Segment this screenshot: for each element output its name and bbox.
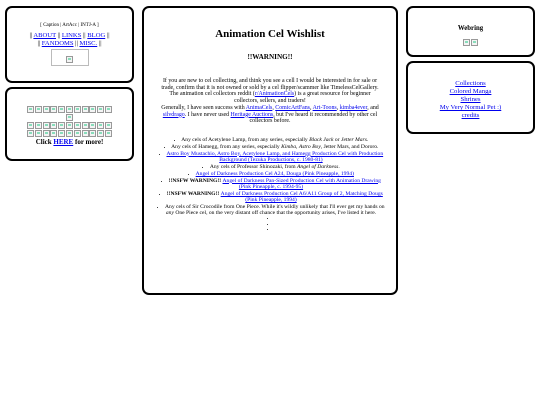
- stamp-row: [7, 113, 132, 121]
- art-toons-link[interactable]: Art-Toons: [312, 104, 337, 111]
- stamp-image-icon: [66, 130, 73, 137]
- stamp-image-icon: [74, 122, 81, 129]
- stamp-image-icon: [27, 106, 34, 113]
- click-suffix: for more!: [73, 138, 104, 146]
- stamp-image-icon: [97, 106, 104, 113]
- item-em: Angel of Darkness: [297, 163, 339, 170]
- animacels-link[interactable]: AnimaCels: [245, 104, 273, 111]
- empty-bullet-list: [144, 217, 396, 234]
- item-em: Kimba: [281, 143, 297, 150]
- collections-link[interactable]: Collections: [455, 80, 486, 87]
- nav-links: || ABOUT || LINKS || BLOG || || FANDOMS || MISC. ||: [29, 32, 110, 47]
- item-text: Any cels of Acetylene Lamp, from any series, especially: [181, 136, 310, 143]
- stamp-row: [7, 129, 132, 137]
- right-links-box: [406, 61, 535, 134]
- stamp-image-icon: [43, 122, 50, 129]
- stamp-image-icon: [58, 130, 65, 137]
- stamp-image-icon: [74, 106, 81, 113]
- item-em2: Astro Boy: [298, 143, 321, 150]
- nav-header: [ Caption | ArtAcc | INTJ-A ]: [40, 23, 99, 28]
- stamp-image-icon: [35, 130, 42, 137]
- item-mid: or: [333, 136, 341, 143]
- cel-link[interactable]: Angel of Darkness Production Cel A6/A11 Group of 2, Matching Dougs (Pink Pineapple, 1994): [220, 190, 383, 204]
- stamp-image-icon: [66, 122, 73, 129]
- nav-link-links[interactable]: LINKS: [61, 32, 82, 39]
- item-em2: Jetter Mars: [340, 136, 367, 143]
- item-end: .: [366, 136, 369, 143]
- intro-p2-end: , but I've heard it recommended by other cel collectors before.: [249, 111, 378, 125]
- list-item: [156, 137, 386, 143]
- stamp-image-icon: [66, 114, 73, 121]
- list-item: [156, 144, 386, 150]
- webring-next-image-icon[interactable]: [471, 39, 478, 46]
- empty-list-item: [144, 228, 396, 234]
- page-title: Animation Cel Wishlist: [215, 28, 325, 40]
- stamp-image-icon: [74, 130, 81, 137]
- cel-link[interactable]: Astro Boy Mustachio, Astro Boy, Acetylene Lamp, and Hamegg Production Cel with Production Background (Tezuka Productions, c. 1980-81): [166, 150, 384, 163]
- nsfw-warning: !!NSFW WARNING!!: [168, 177, 223, 184]
- list-item: [156, 178, 386, 191]
- item-end: One Piece cel, on the very distant off chance that the opportunity arises, I've listed it here.: [173, 210, 377, 217]
- cel-link[interactable]: Angel of Darkness Production Cel A24, Douga (Pink Pineapple, 1994): [195, 170, 354, 177]
- stamp-image-icon: [27, 130, 34, 137]
- left-nav-box: [5, 6, 134, 83]
- list-item: [156, 204, 386, 217]
- webring-buttons: [408, 33, 533, 51]
- item-end: .: [338, 163, 340, 170]
- stamp-image-icon: [43, 130, 50, 137]
- stamp-image-icon: [105, 106, 112, 113]
- click-more-text: [7, 138, 132, 147]
- item-text: Any cels of Sir Crocodile from One Piece. While it's wildly unlikely that I'll ever get my hands on: [165, 204, 385, 211]
- stamp-row: [7, 105, 132, 113]
- click-prefix: Click: [35, 138, 54, 146]
- stamp-image-icon: [66, 106, 73, 113]
- banner-image-placeholder: [51, 49, 89, 66]
- broken-image-icon: [66, 56, 73, 63]
- item-text: Any cels of Hamegg, from any series, especially: [171, 143, 282, 150]
- nav-link-fandoms[interactable]: FANDOMS: [41, 40, 74, 47]
- stamp-image-icon: [105, 130, 112, 137]
- list-item: [156, 191, 386, 204]
- stamp-image-icon: [89, 122, 96, 129]
- stamp-image-icon: [82, 106, 89, 113]
- stamp-row: [7, 121, 132, 129]
- stamp-image-icon: [35, 122, 42, 129]
- item-end: , Jetter Mars, and Dororo.: [320, 143, 379, 150]
- nav-link-about[interactable]: ABOUT: [33, 32, 56, 39]
- intro-text: If you are new to cel collecting, and think you see a cell I would be interested in for sale or trade, confirm that it is not owned or sold by a cel flipper/scammer like TimelessCelGallery. The animation cel collectors reddit (r/AnimationCels) is a great resource for beginner collectors, sellers, and traders! Generally, I have seen success with AnimaCels, ComicArtFans, Art-Toons, kimba4ever, and silvdrago. I have never used Heritage Auctions, but I've heard it recommended by other cel collectors before.: [161, 78, 379, 125]
- list-item: [156, 151, 386, 164]
- right-links: [408, 80, 533, 120]
- webring-prev-image-icon[interactable]: [463, 39, 470, 46]
- stamp-grid: [7, 105, 132, 137]
- stamp-image-icon: [43, 106, 50, 113]
- stamp-image-icon: [82, 122, 89, 129]
- credits-link[interactable]: credits: [461, 112, 480, 119]
- webring-box: [406, 6, 535, 57]
- comicartfans-link[interactable]: ComicArtFans: [275, 104, 310, 111]
- shrines-link[interactable]: Shrines: [460, 96, 481, 103]
- stamp-image-icon: [97, 122, 104, 129]
- silvdrago-link[interactable]: silvdrago: [162, 111, 185, 118]
- here-link[interactable]: HERE: [53, 138, 74, 146]
- pet-link[interactable]: My Very Normal Pet :): [439, 104, 502, 111]
- colored-manga-link[interactable]: Colored Manga: [449, 88, 492, 95]
- stamp-image-icon: [50, 106, 57, 113]
- stamps-box: [5, 87, 134, 161]
- kimba4ever-link[interactable]: kimba4ever: [339, 104, 368, 111]
- stamp-image-icon: [50, 130, 57, 137]
- stamp-image-icon: [82, 130, 89, 137]
- intro-p1a: If you are new to cel collecting, and think you see a cell I would be interested in for sale or trade, confirm that it is not owned or sold by a cel flipper/scammer like TimelessCelGallery. The animation cel collectors reddit (: [161, 78, 379, 98]
- stamp-image-icon: [58, 122, 65, 129]
- stamp-image-icon: [27, 122, 34, 129]
- stamp-image-icon: [97, 130, 104, 137]
- stamp-image-icon: [58, 106, 65, 113]
- stamp-image-icon: [50, 122, 57, 129]
- stamp-image-icon: [89, 106, 96, 113]
- stamp-image-icon: [89, 130, 96, 137]
- reddit-link[interactable]: r/AnimationCels: [254, 91, 295, 98]
- item-em: Black Jack: [309, 136, 334, 143]
- heritage-link[interactable]: Heritage Auctions: [230, 111, 274, 118]
- list-item: [156, 171, 386, 177]
- item-text: Any cels of Professor Shinozaki, from: [209, 163, 297, 170]
- wishlist: [156, 137, 386, 217]
- webring-title: Webring: [457, 25, 484, 32]
- nav-link-blog[interactable]: BLOG: [87, 32, 106, 39]
- nav-link-misc[interactable]: MISC.: [79, 40, 98, 47]
- intro-p1b: ) is a great resource for beginner collectors, sellers, and traders!: [234, 91, 371, 105]
- stamp-image-icon: [35, 106, 42, 113]
- stamp-image-icon: [105, 122, 112, 129]
- item-mid: ,: [296, 143, 299, 150]
- item-em: any: [165, 210, 174, 217]
- warning-heading: !!WARNING!!: [247, 53, 293, 61]
- cel-link[interactable]: Angel of Darkness Pan-Sized Production Cel with Animation Drawing (Pink Pineapple, c. 1994-95): [222, 177, 381, 190]
- main-content-box: [142, 6, 398, 295]
- list-item: [156, 164, 386, 170]
- intro-p2a: Generally, I have seen success with: [161, 104, 246, 111]
- nsfw-warning: !!NSFW WARNING!!: [166, 190, 221, 197]
